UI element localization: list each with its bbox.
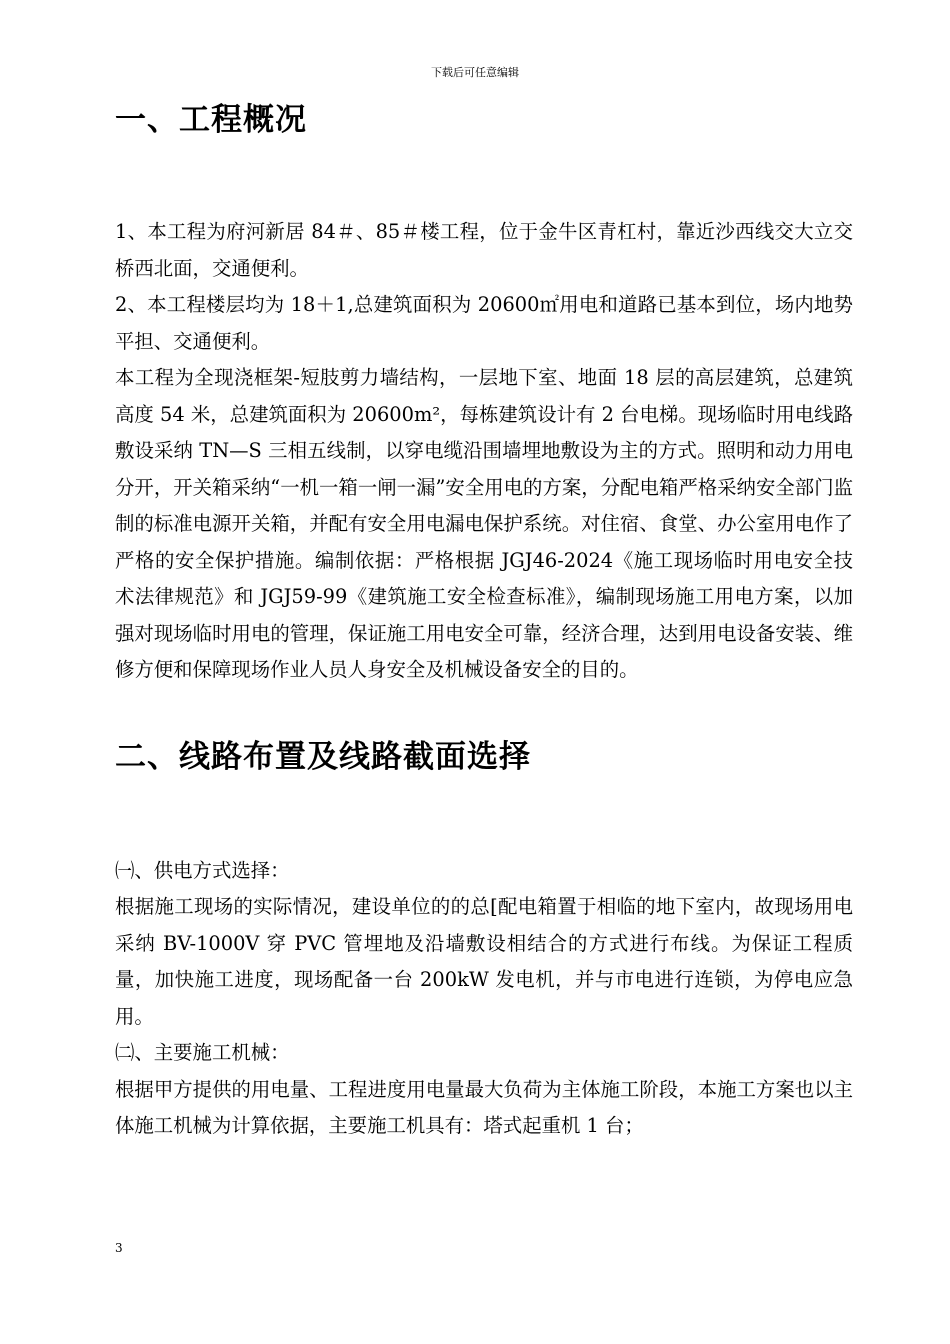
section-1-title: 一、工程概况 <box>115 102 307 138</box>
subheading: ㈡、主要施工机械： <box>115 1041 290 1064</box>
paragraph: 根据甲方提供的用电量、工程进度用电量最大负荷为主体施工阶段，本施工方案也以主体施工机械为计算依据，主要施工机具有：塔式起重机 1 台； <box>115 1077 853 1137</box>
document-body <box>115 96 853 1145</box>
paragraph: 根据施工现场的实际情况，建设单位的的总[配电箱置于相临的地下室内，故现场用电采纳 BV-1000V 穿 PVC 管埋地及沿墙敷设相结合的方式进行布线。为保证工程质量，加快施工进度，现场配备一台 200kW 发电机，并与市电进行连锁，为停电应急用。 <box>115 895 853 1028</box>
paragraph: 2、本工程楼层均为 18＋1,总建筑面积为 20600㎡用电和道路已基本到位，场内地势平担、交通便利。 <box>115 293 853 353</box>
spacer <box>115 144 853 214</box>
paragraph: 本工程为全现浇框架-短肢剪力墙结构，一层地下室、地面 18 层的高层建筑，总建筑高度 54 米，总建筑面积为 20600m²，每栋建筑设计有 2 台电梯。现场临时用电线路敷设采纳 TN—S 三相五线制，以穿电缆沿围墙埋地敷设为主的方式。照明和动力用电分开，开关箱采纳“一机一箱一闸一漏”安全用电的方案，分配电箱严格采纳安全部门监制的标准电源开关箱，并配有安全用电漏电保护系统。对住宿、食堂、办公室用电作了严格的安全保护措施。编制依据：严格根据 JGJ46-2024《施工现场临时用电安全技术法律规范》和 JGJ59-99《建筑施工安全检查标准》，编制现场施工用电方案，以加强对现场临时用电的管理，保证施工用电安全可靠，经济合理，达到用电设备安装、维修方便和保障现场作业人员人身安全及机械设备安全的目的。 <box>115 366 853 681</box>
spacer <box>115 781 853 853</box>
page-number: 3 <box>115 1241 123 1255</box>
paragraph: 1、本工程为府河新居 84＃、85＃楼工程，位于金牛区青杠村，靠近沙西线交大立交桥西北面，交通便利。 <box>115 220 853 280</box>
subheading: ㈠、供电方式选择： <box>115 858 290 882</box>
section-2-title: 二、线路布置及线路截面选择 <box>115 738 531 775</box>
header-note: 下载后可任意编辑 <box>431 66 519 79</box>
